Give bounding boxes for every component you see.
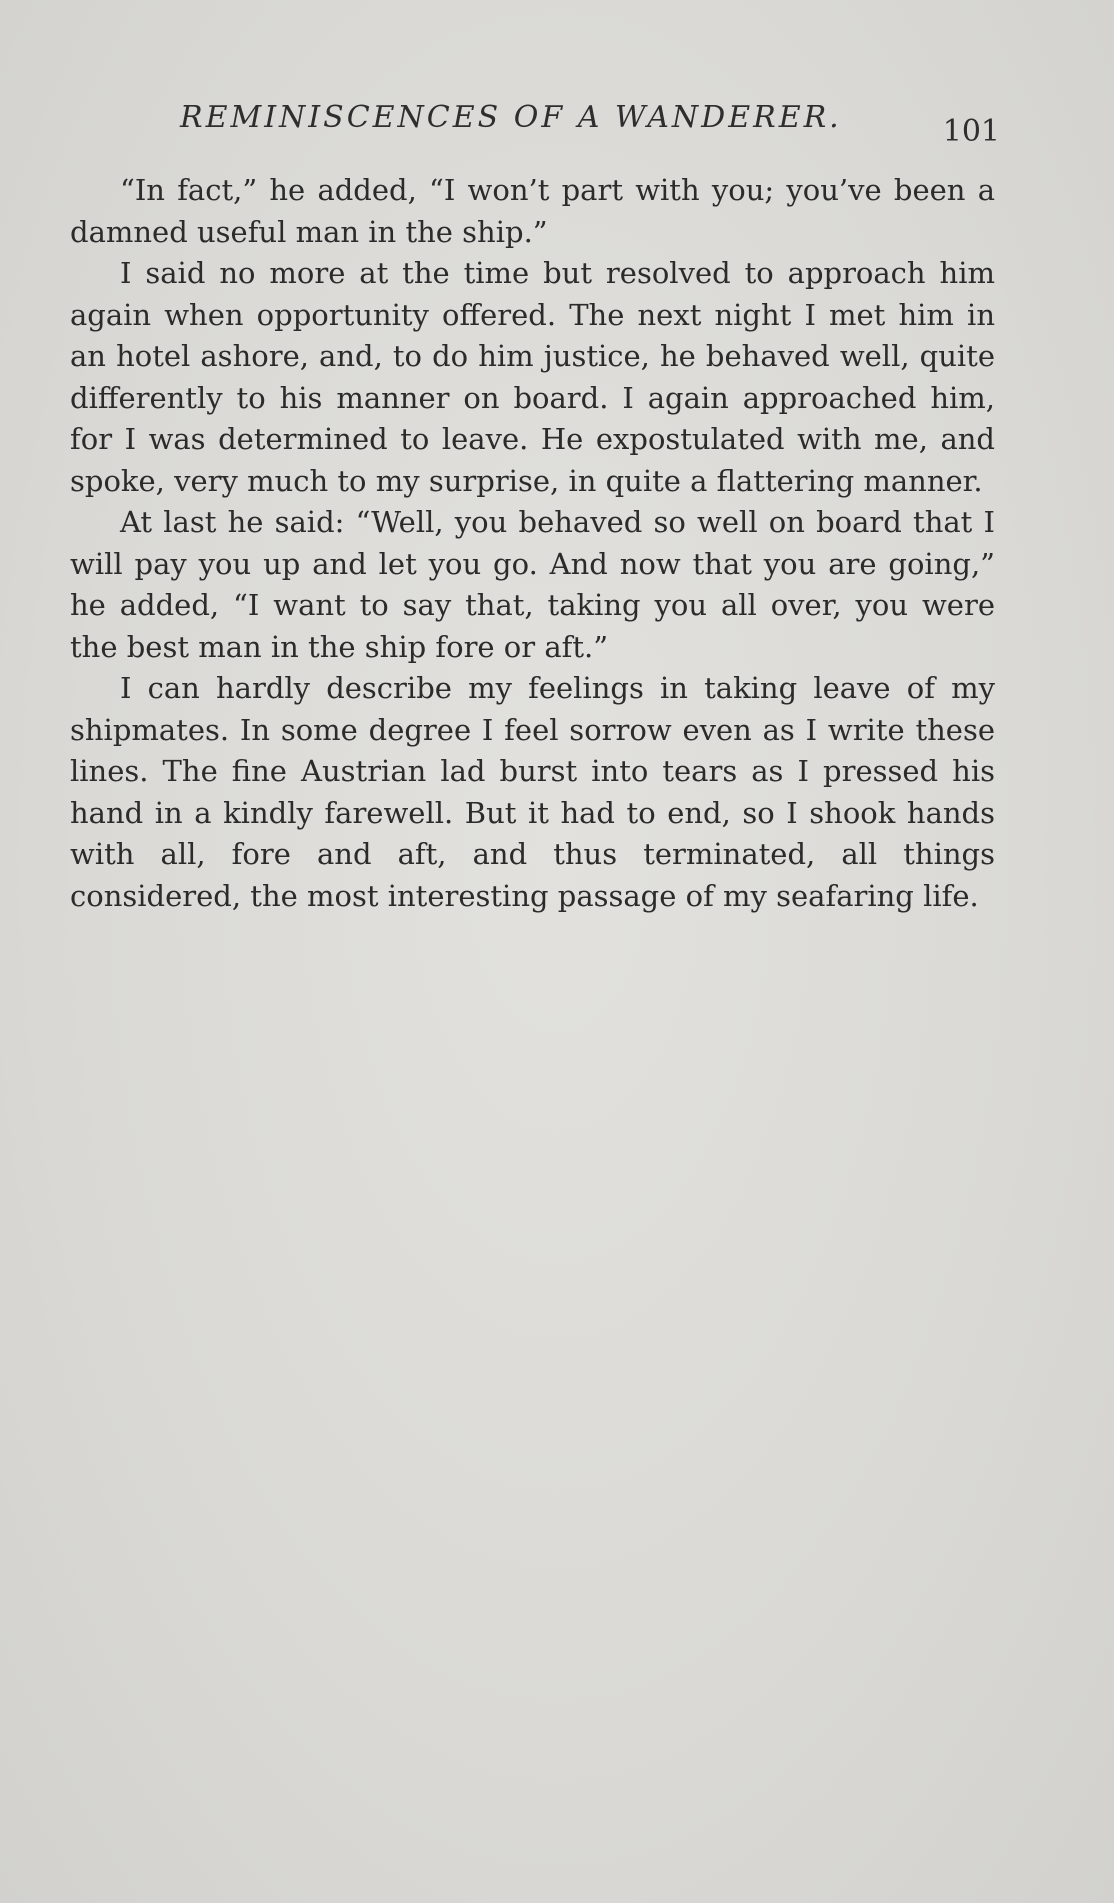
running-title: REMINISCENCES OF A WANDERER. — [180, 100, 842, 135]
paragraph: At last he said: “Well, you behaved so well on board that I will pay you up and let you go. And now that you are going,” he added, “I want to say that, taking you all over, you were the best man in the ship fore or aft.” — [70, 505, 995, 664]
running-header — [180, 100, 1000, 150]
page-number: 101 — [942, 114, 1000, 149]
paragraph: I said no more at the time but resolved to approach him again when opportunity offered. The next night I met him in an hotel ashore, and, to do him justice, he behaved well, quite differently to his manner on board. I again approached him, for I was determined to leave. He expostulated with me, and spoke, very much to my surprise, in quite a flattering manner. — [70, 256, 995, 498]
paragraph: “In fact,” he added, “I won’t part with you; you’ve been a damned useful man in the ship.” — [70, 173, 995, 249]
body-text — [70, 170, 995, 917]
paragraph: I can hardly describe my feelings in taking leave of my shipmates. In some degree I feel sorrow even as I write these lines. The fine Austrian lad burst into tears as I pressed his hand in a kindly farewell. But it had to end, so I shook hands with all, fore and aft, and thus terminated, all things considered, the most interesting passage of my seafaring life. — [70, 671, 995, 913]
